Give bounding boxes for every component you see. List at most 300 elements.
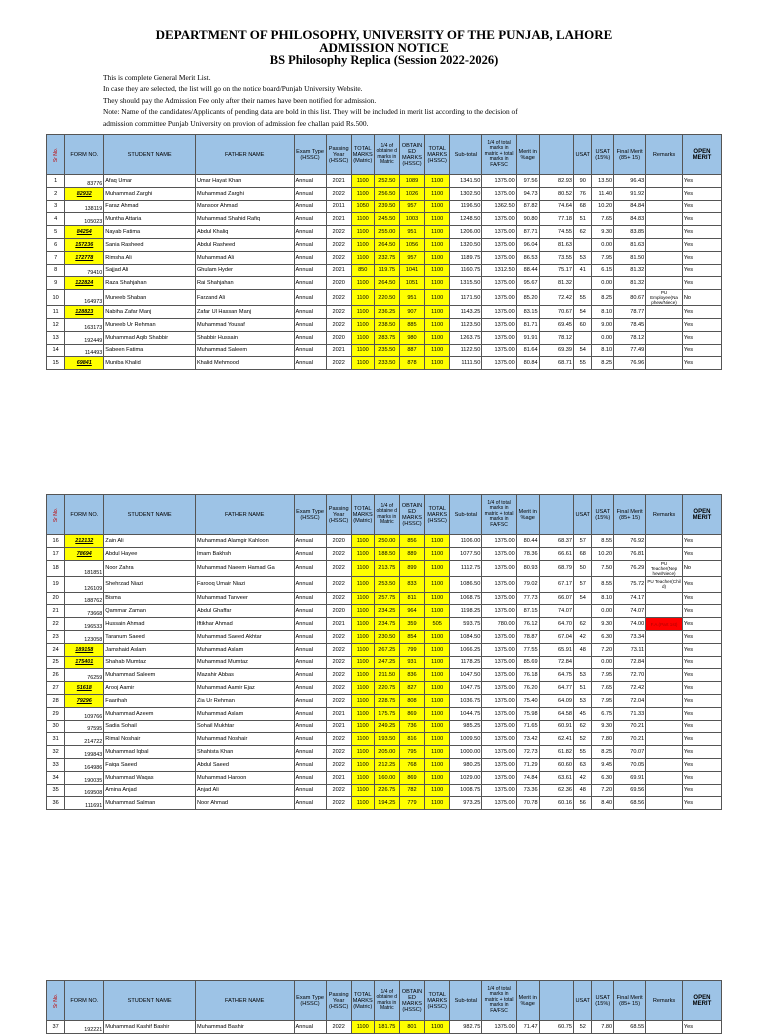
cell-tt: 1375.00 <box>482 707 516 720</box>
cell-usat15: 9.00 <box>592 318 614 331</box>
cell-q: 233.50 <box>374 357 399 370</box>
cell-tt: 1375.00 <box>482 784 516 797</box>
cell-final: 71.33 <box>614 707 646 720</box>
column-header-srno <box>47 495 65 535</box>
cell-exam: Annual <box>294 264 326 277</box>
cell-q: 232.75 <box>374 251 399 264</box>
cell-acq: 66.07 <box>539 592 573 605</box>
cell-open: Yes <box>682 357 721 370</box>
column-header-usat15: USAT (15%) <box>592 495 614 535</box>
column-header-year: Passing Year (HSSC) <box>326 135 351 175</box>
cell-srno: 6 <box>47 238 65 251</box>
cell-ob: 869 <box>399 771 424 784</box>
cell-student: Hussain Ahmad <box>104 618 196 631</box>
cell-tmm: 1100 <box>351 630 374 643</box>
cell-acq: 74.55 <box>539 226 573 239</box>
column-header-usat15: USAT (15%) <box>592 981 614 1021</box>
cell-year: 2022 <box>326 560 351 576</box>
cell-form: 97595 <box>65 720 104 733</box>
cell-srno: 8 <box>47 264 65 277</box>
cell-student: Muhammad Azeem <box>104 707 196 720</box>
column-header-acq <box>539 495 573 535</box>
cell-student: Faarihah <box>104 694 196 707</box>
cell-student: Muneeb Ur Rehman <box>104 318 196 331</box>
cell-q: 228.75 <box>374 694 399 707</box>
cell-sub: 1198.25 <box>450 605 482 618</box>
cell-open: Yes <box>682 758 721 771</box>
table-row <box>47 560 722 576</box>
cell-srno: 4 <box>47 213 65 226</box>
cell-father: Mansoor Ahmad <box>195 200 294 213</box>
cell-remarks <box>646 306 683 319</box>
cell-usat: 57 <box>574 535 592 548</box>
cell-final: 73.34 <box>614 630 646 643</box>
cell-open: Yes <box>682 576 721 592</box>
cell-tt: 1375.00 <box>482 357 516 370</box>
cell-remarks <box>646 797 683 810</box>
cell-tt: 1375.00 <box>482 630 516 643</box>
cell-tmm: 1100 <box>351 251 374 264</box>
cell-form: 199843 <box>65 746 104 759</box>
cell-sub: 1009.50 <box>450 733 482 746</box>
cell-tmh: 1100 <box>425 175 450 188</box>
cell-q: 119.75 <box>374 264 399 277</box>
merit-table <box>46 134 722 370</box>
cell-open: Yes <box>682 331 721 344</box>
column-header-exam: Exam Type (HSSC) <box>294 135 326 175</box>
cell-srno: 31 <box>47 733 65 746</box>
cell-final: 70.05 <box>614 758 646 771</box>
cell-q: 264.50 <box>374 238 399 251</box>
cell-open: Yes <box>682 306 721 319</box>
cell-father: Muhammad Naeem Hamad Ga <box>195 560 294 576</box>
cell-remarks: PU Teacher(Nep hew/Niece) <box>646 560 683 576</box>
cell-pct: 76.12 <box>516 618 539 631</box>
cell-tmh: 1100 <box>425 758 450 771</box>
cell-remarks <box>646 344 683 357</box>
header-row <box>47 981 722 1021</box>
cell-tt: 1312.50 <box>482 264 516 277</box>
cell-exam: Annual <box>294 694 326 707</box>
cell-open: Yes <box>682 187 721 200</box>
cell-usat15: 8.25 <box>592 290 614 306</box>
notice-title: ADMISSION NOTICE <box>319 40 449 55</box>
cell-acq: 68.37 <box>539 535 573 548</box>
header-row <box>47 135 722 175</box>
column-header-student: STUDENT NAME <box>104 495 196 535</box>
column-header-tmh: TOTAL MARKS (HSSC) <box>425 135 450 175</box>
column-header-tmm: TOTAL MARKS (Matric) <box>351 981 374 1021</box>
cell-sub: 1302.50 <box>450 187 482 200</box>
cell-final: 74.07 <box>614 605 646 618</box>
cell-father: Zia Ur Rehman <box>195 694 294 707</box>
cell-father: Muhammad Alamgir Kahloon <box>195 535 294 548</box>
cell-sub: 973.25 <box>450 797 482 810</box>
cell-tmm: 1100 <box>351 277 374 290</box>
column-header-remarks: Remarks <box>646 495 683 535</box>
cell-year: 2020 <box>326 331 351 344</box>
cell-q: 205.00 <box>374 746 399 759</box>
cell-acq: 69.45 <box>539 318 573 331</box>
cell-final: 76.29 <box>614 560 646 576</box>
column-header-ob: OBTAIN ED MARKS (HSSC) <box>399 135 424 175</box>
cell-srno: 17 <box>47 547 65 560</box>
cell-open: Yes <box>682 733 721 746</box>
cell-form: 69841 <box>65 357 104 370</box>
cell-tmh: 1100 <box>425 290 450 306</box>
table-row <box>47 682 722 695</box>
cell-tmh: 1100 <box>425 797 450 810</box>
cell-srno: 25 <box>47 656 65 669</box>
cell-exam: Annual <box>294 238 326 251</box>
cell-usat <box>574 605 592 618</box>
cell-srno: 32 <box>47 746 65 759</box>
cell-tmm: 1100 <box>351 605 374 618</box>
cell-father: Muhammad Aamir Ejaz <box>195 682 294 695</box>
cell-usat15: 0.00 <box>592 331 614 344</box>
cell-usat15: 7.95 <box>592 669 614 682</box>
cell-tmh: 1100 <box>425 1021 450 1034</box>
cell-remarks <box>646 251 683 264</box>
cell-usat: 62 <box>574 618 592 631</box>
cell-ob: 931 <box>399 656 424 669</box>
cell-exam: Annual <box>294 357 326 370</box>
cell-pct: 72.73 <box>516 746 539 759</box>
cell-father: Abdul Khaliq <box>195 226 294 239</box>
cell-ob: 359 <box>399 618 424 631</box>
column-header-final: Final Merit (85+ 15) <box>614 495 646 535</box>
cell-remarks <box>646 175 683 188</box>
cell-tt: 1375.00 <box>482 535 516 548</box>
table-row <box>47 213 722 226</box>
table-row <box>47 251 722 264</box>
cell-sub: 1044.75 <box>450 707 482 720</box>
cell-father: Muhammad Mumtaz <box>195 656 294 669</box>
column-header-q: 1/4 of obtaine d marks in Matric <box>374 135 399 175</box>
cell-final: 72.42 <box>614 682 646 695</box>
cell-usat15: 8.10 <box>592 592 614 605</box>
cell-ob: 1026 <box>399 187 424 200</box>
cell-student: Sania Rasheed <box>104 238 196 251</box>
cell-acq: 64.70 <box>539 618 573 631</box>
merit-table <box>46 980 722 1034</box>
cell-final: 76.81 <box>614 547 646 560</box>
cell-q: 253.50 <box>374 576 399 592</box>
cell-year: 2021 <box>326 618 351 631</box>
cell-form: 76259 <box>65 669 104 682</box>
column-header-q: 1/4 of obtaine d marks in Matric <box>374 495 399 535</box>
cell-ob: 736 <box>399 720 424 733</box>
cell-form: 169508 <box>65 784 104 797</box>
cell-remarks <box>646 669 683 682</box>
cell-usat15: 10.20 <box>592 547 614 560</box>
cell-form: 181851 <box>65 560 104 576</box>
cell-father: Iftikhar Ahmad <box>195 618 294 631</box>
cell-acq: 75.17 <box>539 264 573 277</box>
cell-usat: 53 <box>574 251 592 264</box>
cell-ob: 957 <box>399 251 424 264</box>
cell-exam: Annual <box>294 746 326 759</box>
cell-tmh: 1100 <box>425 656 450 669</box>
cell-father: Muhammad Shahid Rafiq <box>195 213 294 226</box>
cell-open: Yes <box>682 656 721 669</box>
cell-acq: 78.12 <box>539 331 573 344</box>
cell-ob: 1089 <box>399 175 424 188</box>
cell-usat: 52 <box>574 733 592 746</box>
cell-form: 164973 <box>65 290 104 306</box>
cell-father: Abdul Saeed <box>195 758 294 771</box>
cell-q: 247.25 <box>374 656 399 669</box>
cell-srno: 2 <box>47 187 65 200</box>
cell-form: 157236 <box>65 238 104 251</box>
table-row <box>47 630 722 643</box>
cell-exam: Annual <box>294 630 326 643</box>
column-header-tmm: TOTAL MARKS (Matric) <box>351 495 374 535</box>
cell-open: Yes <box>682 643 721 656</box>
cell-tmm: 1100 <box>351 547 374 560</box>
cell-remarks <box>646 1021 683 1034</box>
cell-acq: 72.84 <box>539 656 573 669</box>
cell-tmh: 1100 <box>425 560 450 576</box>
cell-usat15: 7.80 <box>592 1021 614 1034</box>
cell-form: 189158 <box>65 643 104 656</box>
cell-sub: 1084.50 <box>450 630 482 643</box>
cell-q: 234.75 <box>374 618 399 631</box>
cell-srno: 14 <box>47 344 65 357</box>
cell-usat15: 7.80 <box>592 733 614 746</box>
cell-exam: Annual <box>294 547 326 560</box>
cell-tmm: 1100 <box>351 771 374 784</box>
cell-acq: 61.82 <box>539 746 573 759</box>
cell-final: 78.45 <box>614 318 646 331</box>
cell-exam: Annual <box>294 318 326 331</box>
cell-sub: 1086.50 <box>450 576 482 592</box>
cell-remarks <box>646 592 683 605</box>
department-title: DEPARTMENT OF PHILOSOPHY, UNIVERSITY OF THE PUNJAB, LAHORE <box>155 27 613 42</box>
cell-ob: 782 <box>399 784 424 797</box>
cell-student: Bisma <box>104 592 196 605</box>
cell-srno: 27 <box>47 682 65 695</box>
column-header-pct: Merit in %age <box>516 495 539 535</box>
cell-usat: 45 <box>574 707 592 720</box>
cell-student: Nayab Fatima <box>104 226 196 239</box>
cell-final: 83.85 <box>614 226 646 239</box>
cell-remarks <box>646 746 683 759</box>
cell-form: 190035 <box>65 771 104 784</box>
cell-usat: 51 <box>574 213 592 226</box>
cell-tt: 780.00 <box>482 618 516 631</box>
cell-sub: 1263.75 <box>450 331 482 344</box>
cell-remarks <box>646 682 683 695</box>
column-header-remarks: Remarks <box>646 981 683 1021</box>
cell-tmm: 1100 <box>351 746 374 759</box>
cell-form: 192221 <box>65 1021 104 1034</box>
intro-line: Note: Name of the candidates/Applicants of pending data are bold in this list. They will be included in merit list according to the decision of <box>103 107 518 117</box>
cell-exam: Annual <box>294 771 326 784</box>
cell-year: 2020 <box>326 535 351 548</box>
cell-father: Muhammad Aslam <box>195 707 294 720</box>
cell-open: Yes <box>682 226 721 239</box>
cell-usat15: 9.30 <box>592 226 614 239</box>
cell-final: 69.91 <box>614 771 646 784</box>
cell-open: Yes <box>682 618 721 631</box>
cell-sub: 1171.50 <box>450 290 482 306</box>
cell-tmm: 1100 <box>351 682 374 695</box>
cell-srno: 11 <box>47 306 65 319</box>
cell-student: Muhammad Salman <box>104 797 196 810</box>
cell-acq: 68.79 <box>539 560 573 576</box>
cell-acq: 67.17 <box>539 576 573 592</box>
cell-father: Rai Shahjahan <box>195 277 294 290</box>
cell-exam: Annual <box>294 331 326 344</box>
column-header-open: OPEN MERIT <box>682 981 721 1021</box>
cell-father: Muhammad Bashir <box>195 1021 294 1034</box>
cell-student: Zain Ali <box>104 535 196 548</box>
cell-student: Rimsha Ali <box>104 251 196 264</box>
cell-student: Rimal Noshair <box>104 733 196 746</box>
cell-sub: 980.25 <box>450 758 482 771</box>
cell-final: 72.84 <box>614 656 646 669</box>
column-header-final: Final Merit (85+ 15) <box>614 981 646 1021</box>
cell-final: 72.70 <box>614 669 646 682</box>
cell-acq: 65.91 <box>539 643 573 656</box>
cell-pct: 90.80 <box>516 213 539 226</box>
cell-pct: 79.02 <box>516 576 539 592</box>
cell-form: 83776 <box>65 175 104 188</box>
cell-usat: 57 <box>574 576 592 592</box>
column-header-srno <box>47 135 65 175</box>
cell-remarks: PU Teacher(Chil d) <box>646 576 683 592</box>
cell-year: 2021 <box>326 175 351 188</box>
cell-final: 70.21 <box>614 733 646 746</box>
cell-usat15: 7.65 <box>592 682 614 695</box>
cell-usat15: 7.95 <box>592 694 614 707</box>
cell-remarks: PU Employee(Na phew/Niece) <box>646 290 683 306</box>
column-header-pct: Merit in %age <box>516 135 539 175</box>
cell-tmm: 1100 <box>351 187 374 200</box>
cell-student: Jamshaid Aslam <box>104 643 196 656</box>
cell-open: Yes <box>682 1021 721 1034</box>
cell-usat15: 9.45 <box>592 758 614 771</box>
cell-q: 256.50 <box>374 187 399 200</box>
table-row <box>47 187 722 200</box>
column-header-tmh: TOTAL MARKS (HSSC) <box>425 981 450 1021</box>
cell-father: Zafar Ul Hassan Manj <box>195 306 294 319</box>
cell-usat15: 7.50 <box>592 560 614 576</box>
cell-tt: 1375.00 <box>482 643 516 656</box>
cell-usat15: 7.65 <box>592 213 614 226</box>
cell-srno: 10 <box>47 290 65 306</box>
cell-sub: 985.25 <box>450 720 482 733</box>
table-row <box>47 238 722 251</box>
cell-tt: 1375.00 <box>482 213 516 226</box>
cell-final: 80.67 <box>614 290 646 306</box>
cell-tmh: 1100 <box>425 213 450 226</box>
column-header-acq <box>539 135 573 175</box>
cell-exam: Annual <box>294 535 326 548</box>
cell-tt: 1375.00 <box>482 175 516 188</box>
cell-exam: Annual <box>294 797 326 810</box>
cell-final: 70.21 <box>614 720 646 733</box>
cell-student: Muneeb Shaban <box>104 290 196 306</box>
cell-srno: 22 <box>47 618 65 631</box>
cell-usat: 41 <box>574 264 592 277</box>
cell-q: 245.50 <box>374 213 399 226</box>
cell-pct: 73.36 <box>516 784 539 797</box>
cell-exam: Annual <box>294 560 326 576</box>
cell-srno: 1 <box>47 175 65 188</box>
cell-year: 2022 <box>326 656 351 669</box>
cell-srno: 3 <box>47 200 65 213</box>
cell-tt: 1375.00 <box>482 733 516 746</box>
column-header-usat: USAT <box>574 981 592 1021</box>
cell-year: 2022 <box>326 643 351 656</box>
intro-line: In case they are selected, the list will go on the notice board/Punjab University Website. <box>103 84 363 94</box>
cell-tmh: 1100 <box>425 630 450 643</box>
cell-tmh: 505 <box>425 618 450 631</box>
cell-form: 128823 <box>65 306 104 319</box>
cell-ob: 836 <box>399 669 424 682</box>
cell-usat <box>574 277 592 290</box>
cell-usat15: 0.00 <box>592 238 614 251</box>
cell-form: 122824 <box>65 277 104 290</box>
cell-srno: 12 <box>47 318 65 331</box>
cell-father: Muhammad Saleem <box>195 344 294 357</box>
cell-q: 213.75 <box>374 560 399 576</box>
cell-year: 2022 <box>326 238 351 251</box>
cell-usat15: 8.10 <box>592 306 614 319</box>
cell-student: Noor Zahra <box>104 560 196 576</box>
cell-tmm: 1100 <box>351 618 374 631</box>
cell-form: 212132 <box>65 535 104 548</box>
column-header-sub: Sub-total <box>450 981 482 1021</box>
cell-pct: 78.87 <box>516 630 539 643</box>
cell-form: 73668 <box>65 605 104 618</box>
cell-final: 72.04 <box>614 694 646 707</box>
column-header-ob: OBTAIN ED MARKS (HSSC) <box>399 981 424 1021</box>
cell-year: 2022 <box>326 733 351 746</box>
cell-year: 2022 <box>326 694 351 707</box>
cell-tmm: 1100 <box>351 331 374 344</box>
table-row <box>47 175 722 188</box>
cell-form: 109766 <box>65 707 104 720</box>
cell-q: 230.50 <box>374 630 399 643</box>
cell-pct: 87.15 <box>516 605 539 618</box>
cell-usat: 54 <box>574 592 592 605</box>
cell-q: 181.75 <box>374 1021 399 1034</box>
cell-tmm: 1100 <box>351 758 374 771</box>
cell-q: 235.50 <box>374 344 399 357</box>
cell-tmm: 1100 <box>351 1021 374 1034</box>
cell-tmm: 1100 <box>351 784 374 797</box>
cell-remarks <box>646 331 683 344</box>
table-row <box>47 277 722 290</box>
merit-table-3 <box>46 980 722 1034</box>
cell-final: 78.12 <box>614 331 646 344</box>
cell-q: 193.50 <box>374 733 399 746</box>
cell-usat: 60 <box>574 318 592 331</box>
cell-exam: Annual <box>294 592 326 605</box>
cell-tmh: 1100 <box>425 707 450 720</box>
cell-pct: 70.78 <box>516 797 539 810</box>
cell-pct: 85.20 <box>516 290 539 306</box>
cell-pct: 80.44 <box>516 535 539 548</box>
cell-pct: 77.73 <box>516 592 539 605</box>
cell-usat15: 0.00 <box>592 277 614 290</box>
cell-tmh: 1100 <box>425 331 450 344</box>
cell-acq: 69.39 <box>539 344 573 357</box>
cell-srno: 20 <box>47 592 65 605</box>
